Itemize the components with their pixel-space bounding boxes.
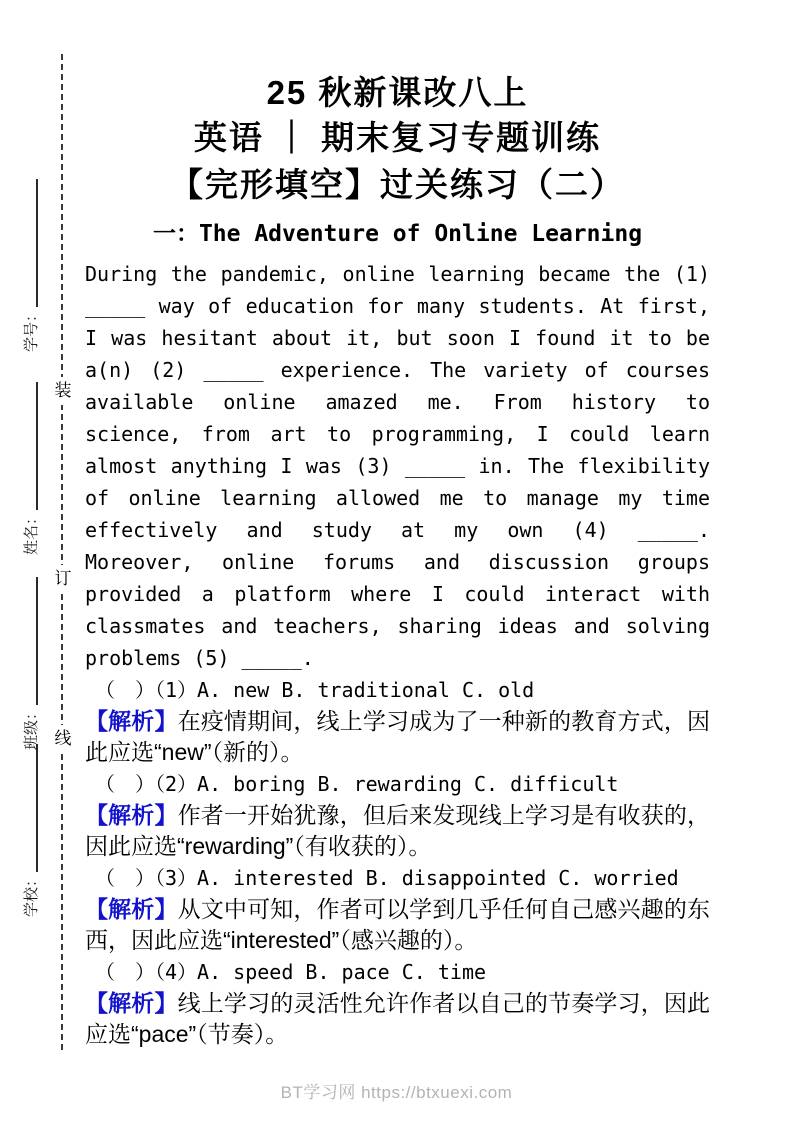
- binding-char-ding: 订: [51, 565, 75, 593]
- binding-dashed-line: [61, 54, 63, 1050]
- binding-char-zhuang: 装: [51, 377, 75, 405]
- worksheet-content: [85, 0, 710, 1050]
- student-name-blank-line: [23, 382, 38, 510]
- analysis-tag: 【解析】: [85, 802, 178, 828]
- class-field: [19, 566, 41, 750]
- school-blank-line: [23, 744, 38, 872]
- school-label: 学校：: [22, 871, 40, 917]
- question-2-analysis: [85, 800, 710, 862]
- student-name-field: [19, 371, 41, 555]
- question-4-stem: （ ）（4）A. speed B. pace C. time: [95, 960, 487, 984]
- student-id-blank-line: [23, 179, 38, 307]
- analysis-tag: 【解析】: [85, 896, 178, 922]
- question-4-analysis: [85, 988, 710, 1050]
- passage-heading: 一：The Adventure of Online Learning: [152, 221, 643, 247]
- question-1-stem: （ ）（1）A. new B. traditional C. old: [95, 678, 535, 702]
- student-id-label: 学号：: [22, 306, 40, 352]
- binding-char-xian: 线: [51, 725, 75, 753]
- question-3-analysis: [85, 894, 710, 956]
- question-1-analysis: [85, 706, 710, 768]
- class-label: 班级：: [22, 704, 40, 750]
- analysis-text: 作者一开始犹豫，但后来发现线上学习是有收获的，因此应选“rewarding”（有收获的）。: [85, 802, 711, 859]
- analysis-tag: 【解析】: [85, 990, 178, 1016]
- question-2-stem: （ ）（2）A. boring B. rewarding C. difficult: [95, 772, 619, 796]
- doc-title-line3: 【完形填空】过关练习（二）: [170, 166, 625, 203]
- footer-watermark: BT学习网 https://btxuexi.com: [280, 1083, 513, 1102]
- cloze-passage: During the pandemic, online learning became the (1) _____ way of education for many students. At first, I was hesitant about it, but soon I found it to be a(n) (2) _____ experience. The variety of courses available online amazed me. From history to science, from art to programming, I could learn almost anything I was (3) _____ in. The flexibility of online learning allowed me to manage my time effectively and study at my own (4) _____. Moreover, online forums and discussion groups provided a platform where I could interact with classmates and teachers, sharing ideas and solving problems (5) _____.: [85, 262, 710, 670]
- student-name-label: 姓名：: [22, 509, 40, 555]
- questions-section: [85, 674, 710, 1050]
- analysis-tag: 【解析】: [85, 708, 178, 734]
- doc-title-line1: 25 秋新课改八上: [266, 74, 529, 111]
- class-blank-line: [23, 577, 38, 705]
- school-field: [19, 733, 41, 917]
- doc-title-line2: 英语 ｜ 期末复习专题训练: [193, 119, 602, 156]
- question-3-stem: （ ）（3）A. interested B. disappointed C. worried: [95, 866, 679, 890]
- analysis-text: 线上学习的灵活性允许作者以自己的节奏学习，因此应选“pace”（节奏）。: [85, 990, 711, 1047]
- analysis-text: 从文中可知，作者可以学到几乎任何自己感兴趣的东西，因此应选“interested”（感兴趣的）。: [85, 896, 711, 953]
- analysis-text: 在疫情期间，线上学习成为了一种新的教育方式，因此应选“new”（新的）。: [85, 708, 711, 765]
- student-id-field: [19, 168, 41, 352]
